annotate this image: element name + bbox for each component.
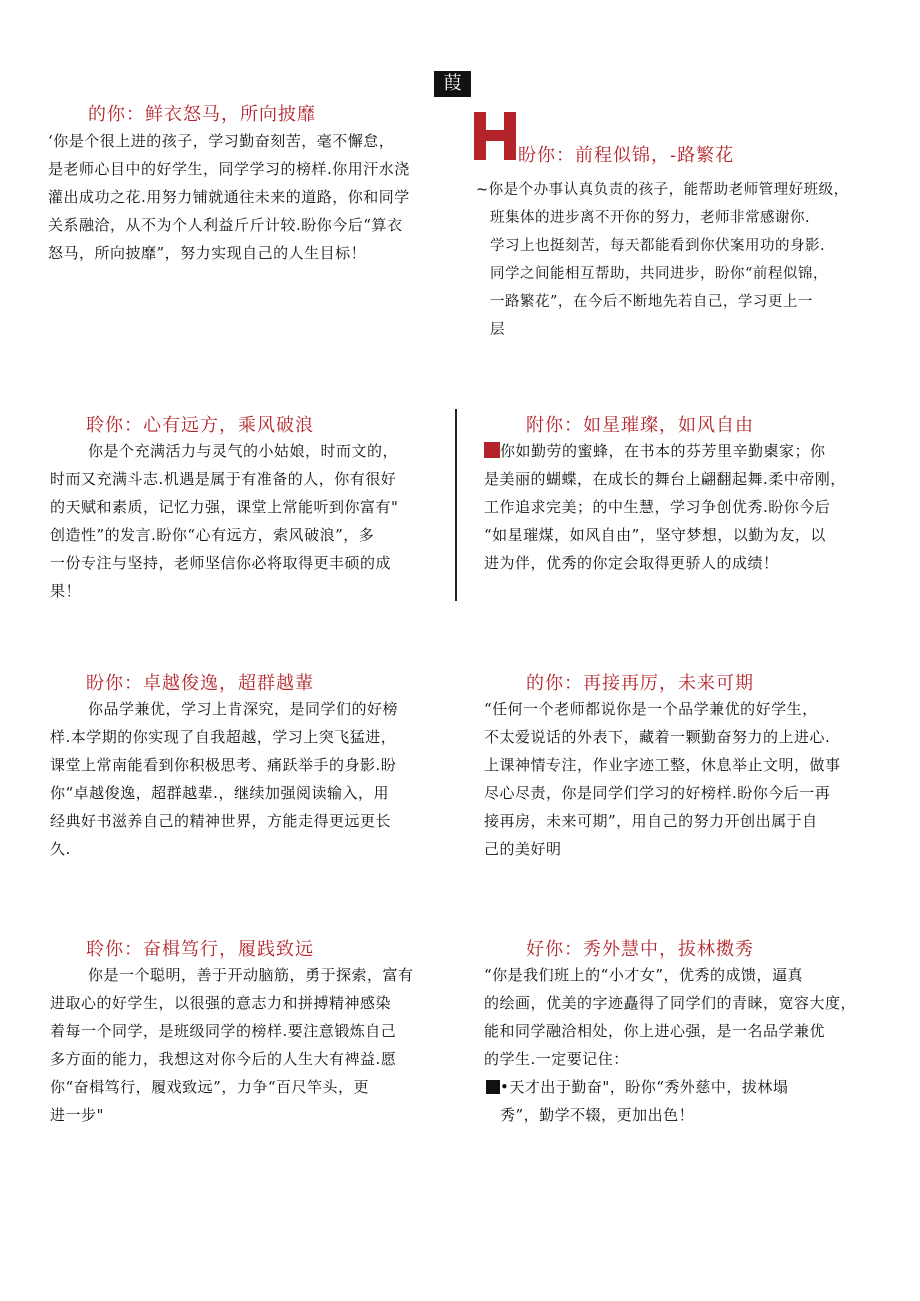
section7-line: 进取心的好学生，以很强的意志力和拼搏精神感染 (50, 994, 392, 1012)
section1-line: 关系融洽，从不为个人利益斤斤计较.盼你今后“算衣 (48, 216, 403, 234)
section4-heading: 附你：如星璀璨，如风自由 (526, 415, 754, 436)
section6-heading: 的你：再接再厉，未来可期 (526, 673, 754, 694)
section6-line: “任何一个老师都说你是一个品学兼优的好学生， (484, 700, 818, 718)
section4-line: 你如勤劳的蜜蜂，在书本的芬芳里辛勤㮚家；你 (500, 442, 826, 460)
section1-line: ‘你是个很上进的孩子，学习勤奋刻苦，毫不懈怠， (48, 132, 395, 150)
section7-line: 多方面的能力，我想这对你今后的人生大有裨益.愿 (50, 1050, 397, 1068)
section5-body (50, 695, 398, 863)
section4-body (484, 437, 846, 577)
section5-line: 你品学兼优，学习上肯深究，是同学们的好榜 (88, 700, 399, 718)
section5-line: 课堂上常南能看到你积极思考、痛跃举手的身影.盼 (50, 756, 397, 774)
section4-line: 工作追求完美；的中生慧，学习争创优秀.盼你今后 (484, 498, 831, 516)
section8-line-square (484, 1073, 856, 1101)
section2-line: 班集体的进步离不开你的努力，老师非常感谢你. (490, 210, 811, 226)
section7-heading: 聆你：奋楫笃行，履践致远 (86, 939, 314, 960)
section8-heading: 好你：秀外慧中，拔林擞秀 (526, 939, 754, 960)
section6-line: 不太爱说话的外表下，藏着一颗勤奋努力的上进心. (484, 728, 831, 746)
section1-line: 灌出成功之花.用努力铺就通往未来的道路，你和同学 (48, 188, 410, 206)
section8-line: 能和同学融洽相处，你上进心强，是一名品学兼优 (484, 1022, 826, 1040)
section8-line: 的绘画，优美的字迹矗得了同学们的青睐，宽容大度， (484, 994, 857, 1012)
black-square-icon (486, 1080, 500, 1094)
section2-heading: 盼你：前程似锦，-路繁花 (518, 145, 735, 166)
section6-line: 接再房，未来可期”，用自己的努力开创出属于自 (484, 812, 818, 830)
section1-line: 怒马，所向披靡”，努力实现自己的人生目标！ (48, 244, 367, 262)
section2-line: 层 (490, 322, 505, 338)
section2-line: ~你是个办事认真负责的孩子，能帮助老师管理好班级， (476, 182, 849, 198)
section1-line: 是老师心目中的好学生，同学学习的榜样.你用汗水浇 (48, 160, 410, 178)
section3-line: 果！ (50, 582, 82, 600)
section1-heading: 的你：鲜衣怒马，所向披靡 (88, 104, 316, 125)
section5-line: 久. (50, 840, 71, 858)
section7-line: 你“奋楫笃行，履戏致远”，力争“百尺竿头，更 (50, 1078, 370, 1096)
vertical-divider (455, 409, 457, 601)
section8-line: “你是我们班上的“小才女”，优秀的成馈，逼真 (484, 966, 804, 984)
section6-line: 上课神情专注，作业字迹工整，休息举止文明，做事 (484, 756, 841, 774)
section5-line: 你“卓越俊逸，超群越辈.，继续加强阅读输入，用 (50, 784, 389, 802)
section7-body (50, 961, 414, 1129)
big-letter-h-icon (474, 112, 516, 160)
section6-body (484, 695, 841, 863)
section5-line: 经典好书滋养自己的精神世界，方能走得更远更长 (50, 812, 392, 830)
section5-line: 样.本学期的你实现了自我超越，学习上突飞猛进， (50, 728, 397, 746)
section4-line: “如星璀煤，如风自由”，坚守梦想，以勤为友，以 (484, 526, 826, 544)
section8-line: •天才出于勤奋"，盼你“秀外慈中，拔林塌 (500, 1078, 789, 1096)
section7-line: 你是一个聪明，善于开动脑筋，勇于探索，富有 (88, 966, 414, 984)
section4-line: 是美丽的蝴蝶，在成长的舞台上翩翻起舞.柔中帝刚， (484, 470, 846, 488)
section1-body (48, 127, 410, 267)
section3-line: 时而又充满斗志.机遇是属于有准备的人，你有很好 (50, 470, 397, 488)
section8-line: 秀”，勤学不辍，更加出色！ (500, 1106, 695, 1124)
section4-line-first (484, 437, 846, 465)
section4-line: 进为伴，优秀的你定会取得更骄人的成绩！ (484, 554, 779, 572)
section3-line: 创造性”的发言.盼你“心有远方，索风破浪”，多 (50, 526, 375, 544)
section3-heading: 聆你：心有远方，乘风破浪 (86, 415, 314, 436)
section3-line: 你是个充满活力与灵气的小姑娘，时而文的， (88, 442, 399, 460)
section3-body (50, 437, 398, 605)
section8-body (484, 961, 856, 1129)
red-square-icon (484, 442, 500, 458)
section8-line: 的学生.一定要记住： (484, 1050, 629, 1068)
section2-line: 一路繁花”，在今后不断地先若自己，学习更上一 (490, 294, 813, 310)
section3-line: 一份专注与坚持，老师坚信你必将取得更丰硕的成 (50, 554, 392, 572)
section2-line: 同学之间能相互帮助，共同进步，盼你“前程似锦， (490, 266, 828, 282)
section2-body (476, 176, 849, 344)
top-header-box: 葭 (434, 71, 471, 97)
section6-line: 尽心尽责，你是同学们学习的好榜样.盼你今后一再 (484, 784, 831, 802)
section7-line: 着每一个同学，是班级同学的榜样.要注意锻炼自己 (50, 1022, 397, 1040)
section6-line: 己的美好明 (484, 840, 562, 858)
section5-heading: 盼你：卓越俊逸，超群越輩 (86, 673, 314, 694)
big-letter-h (474, 112, 516, 160)
section3-line: 的天赋和素质，记忆力强，课堂上常能听到你富有" (50, 498, 399, 516)
section2-line: 学习上也挺刻苦，每天都能看到你伏案用功的身影. (490, 238, 826, 254)
section7-line: 进一步" (50, 1106, 104, 1124)
